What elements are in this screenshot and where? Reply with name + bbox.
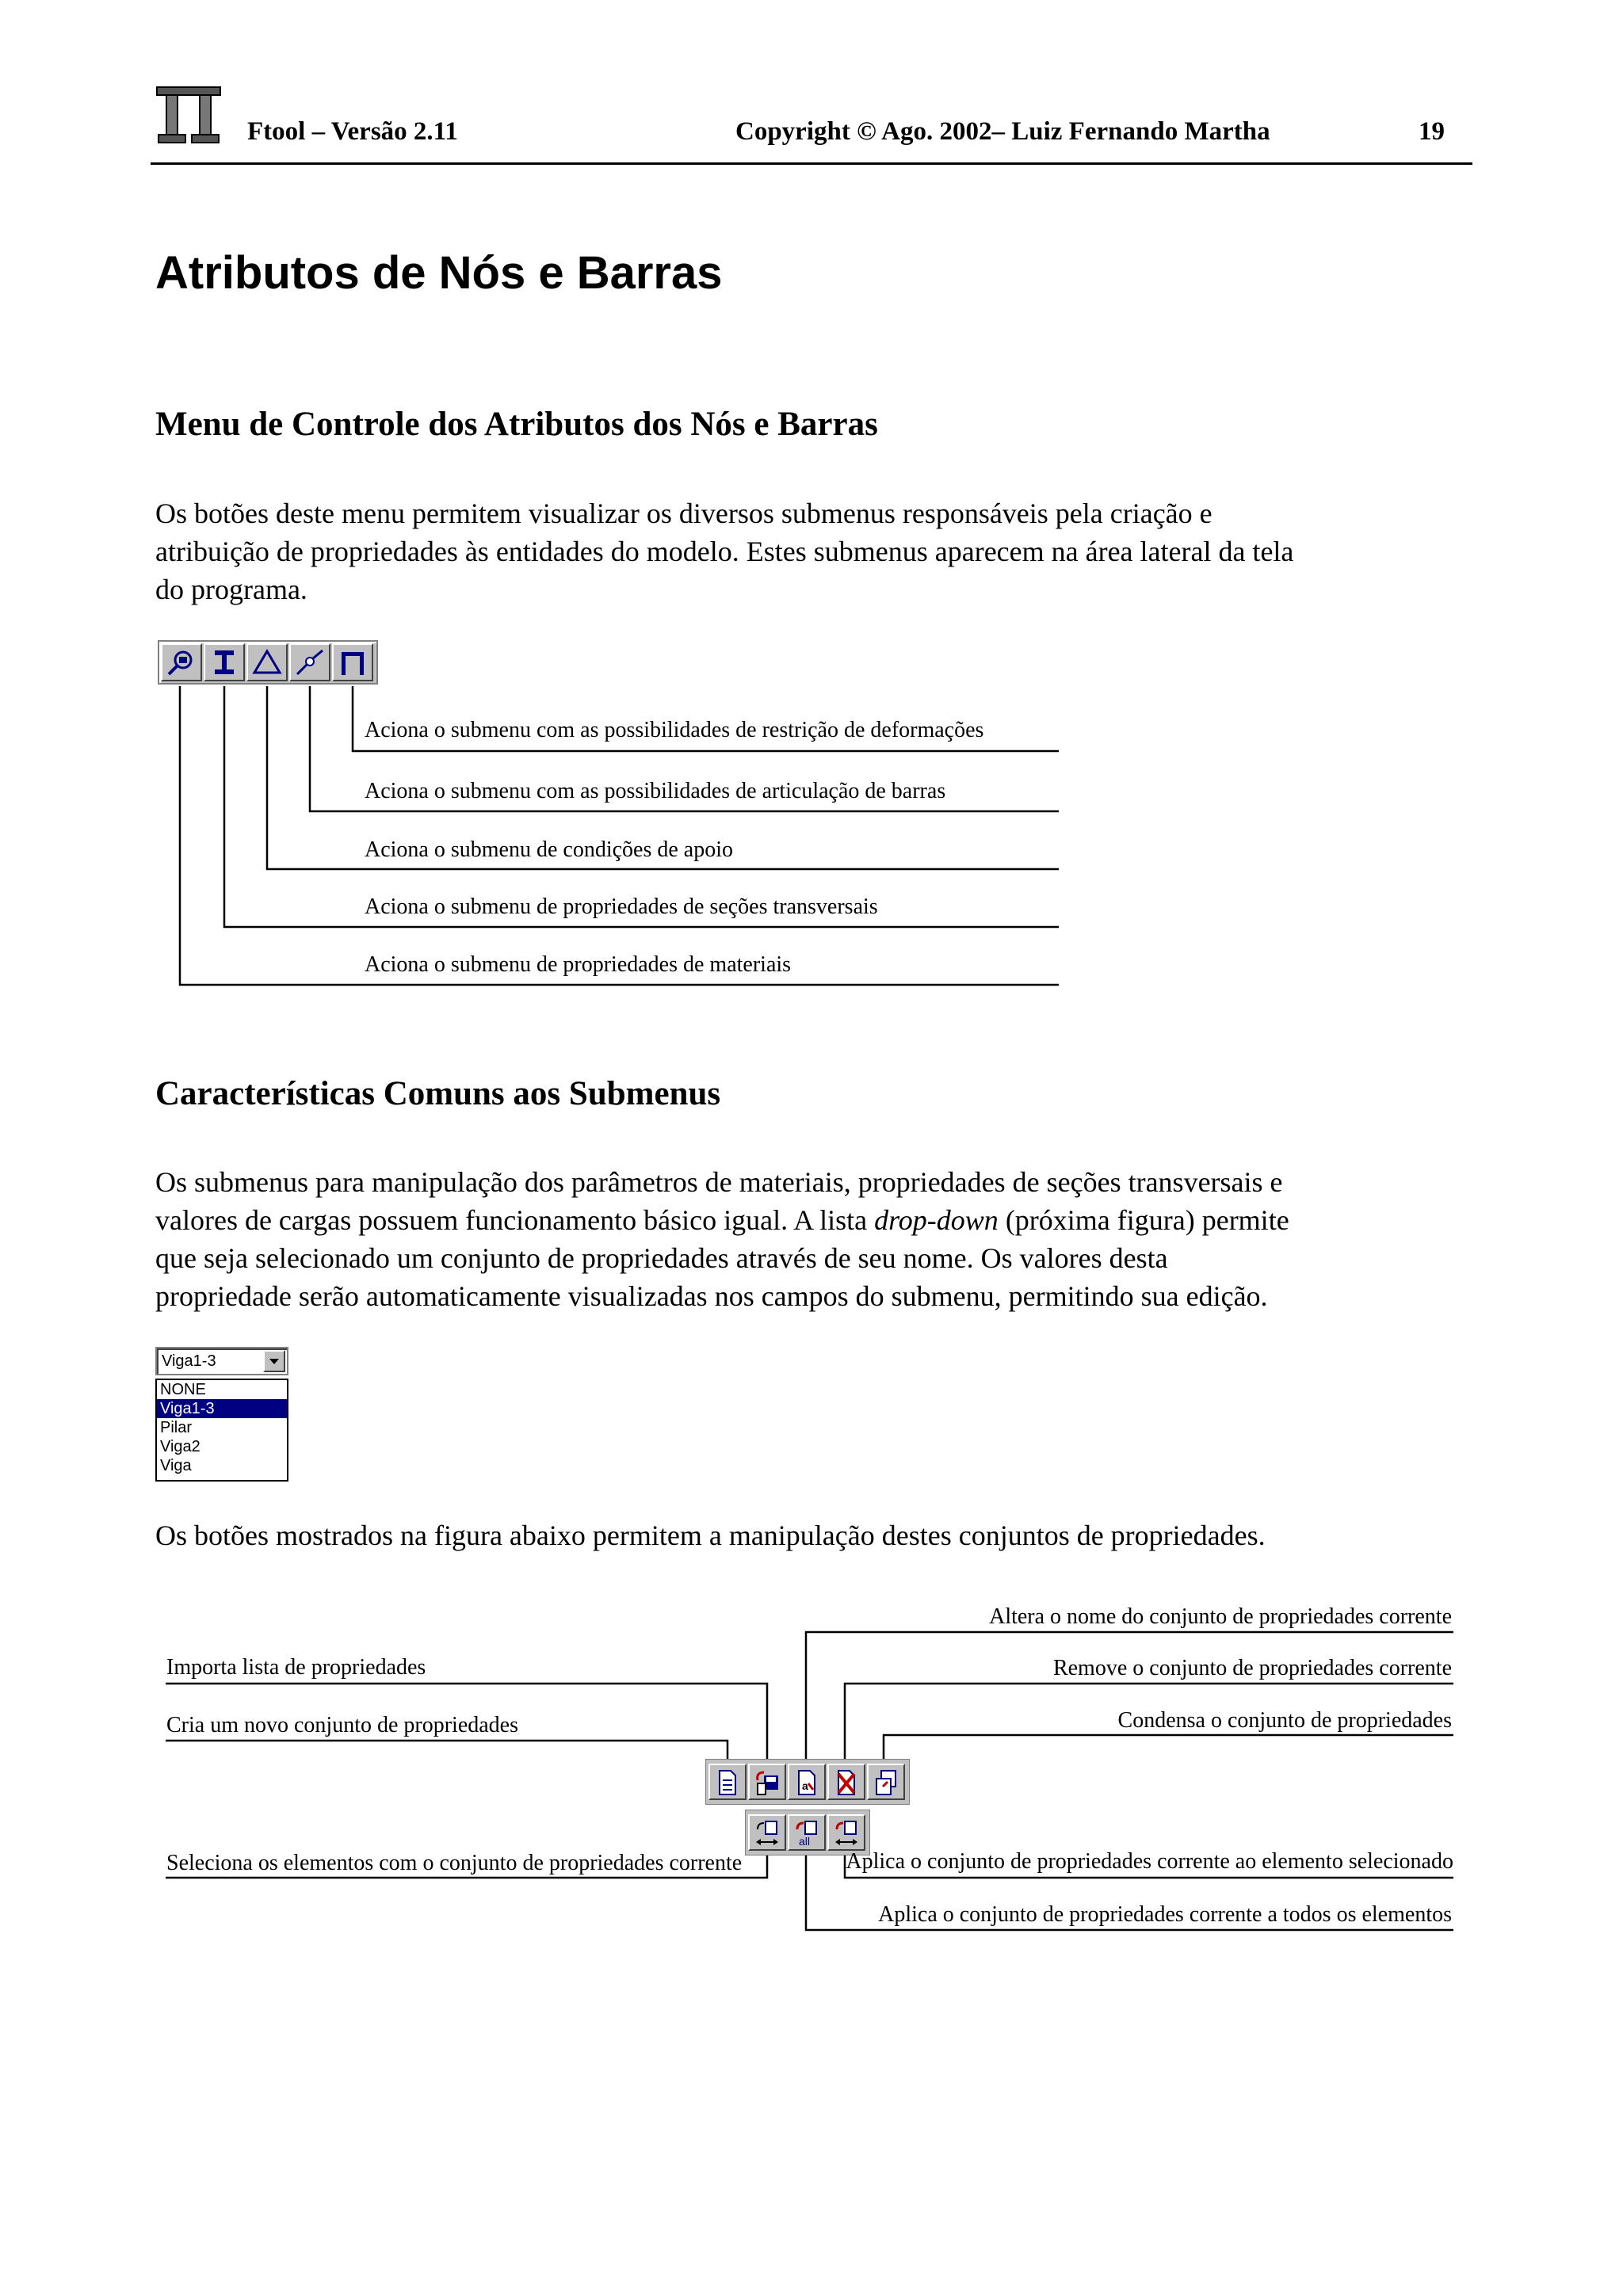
apply-to-selected-button[interactable] bbox=[827, 1814, 865, 1851]
condense-documents-icon bbox=[873, 1769, 899, 1796]
select-elements-button[interactable] bbox=[748, 1814, 786, 1851]
create-property-set-button[interactable] bbox=[708, 1764, 747, 1800]
all-glyph: all bbox=[799, 1835, 811, 1847]
callout-support: Aciona o submenu de condições de apoio bbox=[365, 837, 733, 862]
callout-import: Importa lista de propriedades bbox=[166, 1655, 426, 1680]
condense-property-set-button[interactable] bbox=[867, 1764, 905, 1800]
dropdown-option-selected[interactable]: Viga1-3 bbox=[157, 1399, 287, 1418]
section2-line: propriedade serão automaticamente visualizadas nos campos do submenu, permitindo sua edição. bbox=[155, 1280, 1268, 1312]
apply-to-all-button[interactable] bbox=[788, 1814, 826, 1851]
import-property-list-button[interactable] bbox=[748, 1764, 786, 1800]
section1-heading: Menu de Controle dos Atributos dos Nós e Barras bbox=[155, 406, 878, 443]
dropdown-option[interactable]: NONE bbox=[160, 1381, 206, 1398]
header-left: Ftool – Versão 2.11 bbox=[247, 117, 458, 146]
remove-property-set-button[interactable] bbox=[827, 1764, 865, 1800]
callout-section: Aciona o submenu de propriedades de seções transversais bbox=[365, 894, 878, 919]
callout-apply-selected: Aplica o conjunto de propriedades corrente ao elemento selecionado bbox=[846, 1849, 1453, 1874]
callout-select: Seleciona os elementos com o conjunto de propriedades corrente bbox=[166, 1851, 743, 1875]
dropdown-option[interactable]: Viga bbox=[160, 1457, 192, 1474]
callout-hinge: Aciona o submenu com as possibilidades de articulação de barras bbox=[365, 779, 946, 803]
section2-line: Os submenus para manipulação dos parâmetros de materiais, propriedades de seções transversais e bbox=[155, 1166, 1283, 1198]
dropdown-option[interactable]: Viga2 bbox=[160, 1438, 200, 1455]
callout-restraint: Aciona o submenu com as possibilidades de restrição de deformações bbox=[365, 718, 984, 742]
callout-rename: Altera o nome do conjunto de propriedades corrente bbox=[989, 1604, 1452, 1629]
apply-all-icon bbox=[794, 1820, 819, 1847]
section1-line: Os botões deste menu permitem visualizar os diversos submenus responsáveis pela criação e bbox=[155, 498, 1212, 529]
dropdown-selected-value: Viga1-3 bbox=[162, 1352, 216, 1370]
apply-selected-icon bbox=[834, 1820, 859, 1847]
page-number: 19 bbox=[1419, 117, 1445, 146]
page-title: Atributos de Nós e Barras bbox=[155, 247, 723, 299]
import-floppy-icon bbox=[754, 1769, 780, 1796]
section1-line: atribuição de propriedades às entidades do modelo. Estes submenus aparecem na área lateral da tela bbox=[155, 536, 1294, 567]
callout-materials: Aciona o submenu de propriedades de materiais bbox=[365, 952, 792, 977]
drop-down-term: drop-down bbox=[874, 1204, 999, 1236]
section1-line: do programa. bbox=[155, 574, 307, 605]
callout-condense: Condensa o conjunto de propriedades bbox=[1117, 1708, 1452, 1733]
callout-remove: Remove o conjunto de propriedades corrente bbox=[1052, 1656, 1452, 1680]
rename-document-icon bbox=[794, 1769, 819, 1796]
section2-line: valores de cargas possuem funcionamento básico igual. A lista drop-down (próxima figura) permite bbox=[155, 1204, 1289, 1236]
dropdown-option[interactable]: Pilar bbox=[160, 1419, 193, 1436]
rename-property-set-button[interactable] bbox=[788, 1764, 826, 1800]
header-copyright: Copyright © Ago. 2002– Luiz Fernando Martha bbox=[735, 117, 1270, 146]
select-elements-icon bbox=[754, 1820, 780, 1847]
svg-text:a: a bbox=[802, 1779, 808, 1792]
section2-line: que seja selecionado um conjunto de propriedades através de seu nome. Os valores desta bbox=[155, 1242, 1168, 1274]
callout-apply-all: Aplica o conjunto de propriedades corrente a todos os elementos bbox=[878, 1902, 1452, 1927]
paragraph-3: Os botões mostrados na figura abaixo permitem a manipulação destes conjuntos de propriedades. bbox=[155, 1520, 1266, 1551]
callout-create: Cria um novo conjunto de propriedades bbox=[166, 1713, 519, 1737]
section2-heading: Características Comuns aos Submenus bbox=[155, 1075, 721, 1112]
delete-document-icon bbox=[834, 1769, 859, 1796]
new-document-icon bbox=[715, 1769, 740, 1796]
